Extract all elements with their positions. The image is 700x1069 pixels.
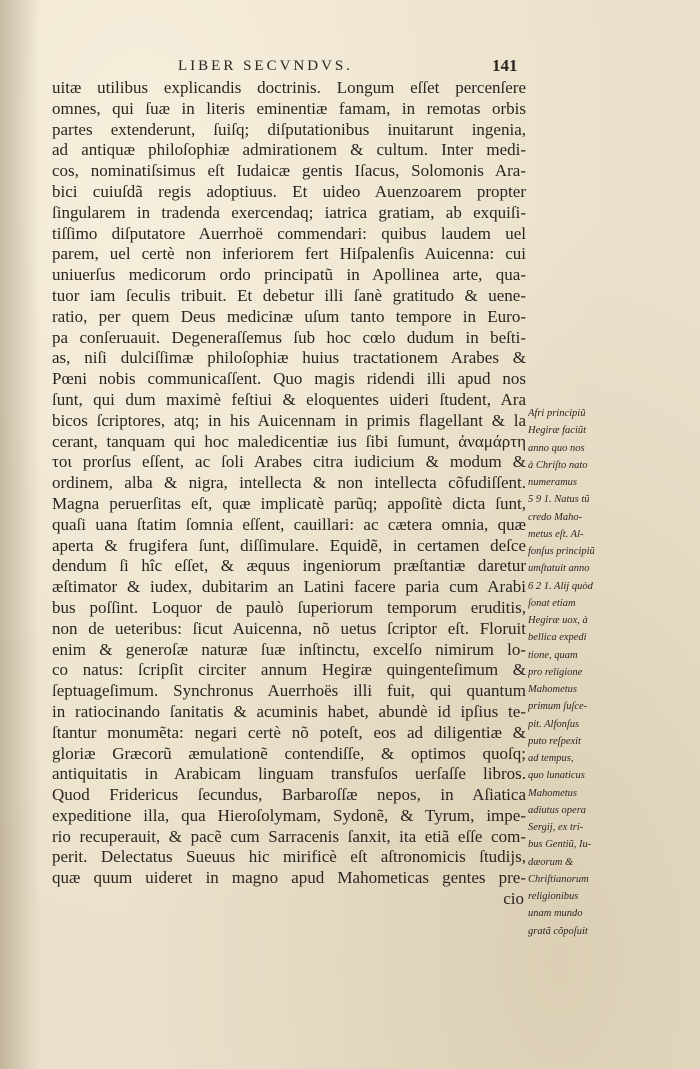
margin-note-line: puto reſpexit [528, 735, 581, 747]
margin-note-line: Afri principiũ [528, 408, 586, 419]
margin-note-line: dæorum & [528, 856, 574, 868]
text-line: quæ quum uideret in magno apud Mahometicas gentes pre- [52, 868, 526, 888]
margin-note-line: primum ſuſce- [528, 701, 588, 713]
margin-note-line: 6 2 1. Alij quòd [528, 580, 593, 592]
running-title: LIBER SECVNDVS. [178, 58, 354, 74]
text-line: in ratiocinando ſanitatis & acuminis habet, abundè id ipſius te- [52, 701, 526, 721]
text-line: perit. Delectatus Sueuus hic mirificè eſt aſtronomicis ſtudijs, [52, 847, 526, 867]
margin-note-line: bellica expedi [528, 632, 587, 644]
margin-note-line: Chriſtianorum [528, 873, 589, 885]
margin-note-line: gratã cõpoſuit [528, 925, 588, 937]
margin-note-line: pit. Alfonſus [528, 718, 580, 730]
text-line: Quod Fridericus ſecundus, Barbaroſſæ nepos, in Aſiatica [52, 785, 526, 805]
text-line: omnes, qui ſuæ in literis eminentiæ famam, in remotas orbis [52, 98, 526, 118]
margin-note-line: Mahometus [528, 684, 577, 695]
text-line: bici cuiuſdã regis adoptiuus. Et uideo Auenzoarem propter [52, 181, 526, 201]
text-line: τοι prorſus eſſent, ac ſoli Arabes citra iudicium & modum & [52, 452, 526, 472]
margin-note-line: ad tempus, [528, 753, 574, 764]
margin-note-line: adiutus opera [528, 804, 587, 816]
gutter-shadow [0, 0, 40, 1069]
margin-note-line: metus eſt. Al- [528, 528, 584, 540]
text-line: ſtantur monumẽta: negari certè nõ poteſt, eos ad diligentiæ & [52, 722, 526, 742]
marginal-note [528, 405, 660, 940]
text-line: enim & generoſæ naturæ ſuæ inſtinctu, excelſo nimirum lo- [52, 639, 526, 659]
text-line: parem, uel certè non inferiorem fert Hiſpalenſis Auicenna: cui [52, 244, 526, 264]
text-line: ordinem, alba & nigra, intellecta & non intellecta cõfudiſſent. [52, 473, 526, 493]
text-line: ſeptuageſimum. Synchronus Auerrhoës illi fuit, qui quantum [52, 681, 526, 701]
text-line: gloriæ Græcorũ æmulationẽ contendiſſe, & optimos quoſq; [52, 743, 526, 763]
margin-note-line: Hegiræ faciũt [528, 425, 587, 437]
margin-note-line: bus Gentiũ, Iu- [528, 839, 592, 851]
text-line: pa conſeruauit. Degeneraſſemus ſub hoc cœlo dudum in beſti- [52, 327, 526, 347]
text-line: æſtimator & iudex, dubitarim an Latini facere paria cum Arabi [52, 577, 526, 597]
text-line: bus poſſint. Loquor de paulò ſuperiorum temporum eruditis, [52, 597, 526, 617]
text-line: expeditione illa, qua Hieroſolymam, Sydonẽ, & Tyrum, impe- [52, 805, 526, 825]
text-line: quaſi uana ſtatim ſomnia eſſent, cauillari: ac cætera omnia, quæ [52, 514, 526, 534]
text-line: uitæ utilibus explicandis doctrinis. Longum eſſet percenſere [52, 78, 526, 97]
text-line: partes extenderunt, ſuiſq; diſputationibus inuitarunt ingenia, [52, 119, 526, 139]
text-line: aperta & frugifera ſunt, diſſimulare. Equidẽ, in certamen deſce [52, 535, 526, 555]
text-line: ſingularem in tradenda exercendaq; iatrica gratiam, ab exquiſi- [52, 202, 526, 222]
margin-note-line: Sergij, ex tri- [528, 822, 584, 833]
text-line: uniuerſus medicorum ordo principatũ in Apollinea arte, qua- [52, 265, 526, 285]
text-line: cio [503, 889, 524, 909]
margin-note-line: 5 9 1. Natus tũ [528, 494, 590, 506]
text-line: non de ueteribus: ſicut Auicenna, nõ uetus ſcriptor eſt. Floruit [52, 618, 526, 638]
text-line: cerant, tanquam qui hoc maledicentiæ ius ſibi ſumunt, ἀναμάρτη [52, 431, 526, 451]
text-line: cos, nominatiſsimus eſt Iudaicæ gentis Iſacus, Solomonis Ara- [52, 161, 526, 181]
margin-note-line: tione, quam [528, 649, 578, 661]
text-line: tiſſimo diſputatore Auerrhoë commendari: quibus laudem uel [52, 223, 526, 243]
text-line: Magna peruerſitas eſt, quæ implicatè parũq; appoſitè dicta ſunt, [52, 493, 526, 513]
margin-note-line: fonſus principiũ [528, 546, 595, 557]
text-line: antiquitatis in Arabicam linguam transfuſos uerſaſſe libros. [52, 764, 526, 784]
margin-note-line: ſonat etiam [528, 597, 576, 609]
margin-note-line: pro religione [528, 666, 583, 678]
margin-note-line: religionibus [528, 891, 579, 902]
margin-note-line: numeramus [528, 477, 577, 488]
text-line: ad antiquæ philoſophiæ admirationem & cultum. Inter medi- [52, 140, 526, 160]
margin-note-line: Mahometus [528, 787, 577, 799]
text-line: tuor iam ſeculis tribuit. Et debetur illi ſanè gratitudo & uene- [52, 285, 526, 305]
text-line: Pœni nobis communicaſſent. Quo magis ridendi illi apud nos [52, 369, 526, 389]
margin-note-line: à Chriſto nato [528, 459, 588, 471]
main-text-column [52, 78, 526, 910]
margin-note-line: Hegiræ uox, à [528, 615, 588, 626]
text-line: as, niſi dulciſſimæ philoſophiæ huius tractationem Arabes & [52, 348, 526, 368]
margin-note-line: unam mundo [528, 908, 583, 920]
margin-note-line: credo Maho- [528, 511, 583, 523]
text-line: bicos ſcriptores, atq; in his Auicennam in primis flagellant & la [52, 410, 526, 430]
text-line: rio recuperauit, & pacẽ cum Sarracenis ſanxit, ita etiã eſſe com- [52, 826, 526, 846]
text-line: ratio, per quem Deus medicinæ uſum tanto tempore in Euro- [52, 306, 526, 326]
text-line: dendum ſi hîc eſſet, & æquus ingeniorum præſtantiæ daretur [52, 556, 526, 576]
margin-note-line: umſtatuit anno [528, 563, 590, 575]
page-number: 141 [492, 56, 518, 75]
margin-note-line: anno quo nos [528, 442, 585, 454]
text-line: co natus: ſcripſit circiter annum Hegiræ quingenteſimum & [52, 660, 526, 680]
page-header [0, 56, 700, 80]
margin-note-line: quo lunaticus [528, 770, 585, 782]
text-line: ſunt, qui dum maximè feſtiui & eloquentes uideri ſtudent, Ara [52, 389, 526, 409]
